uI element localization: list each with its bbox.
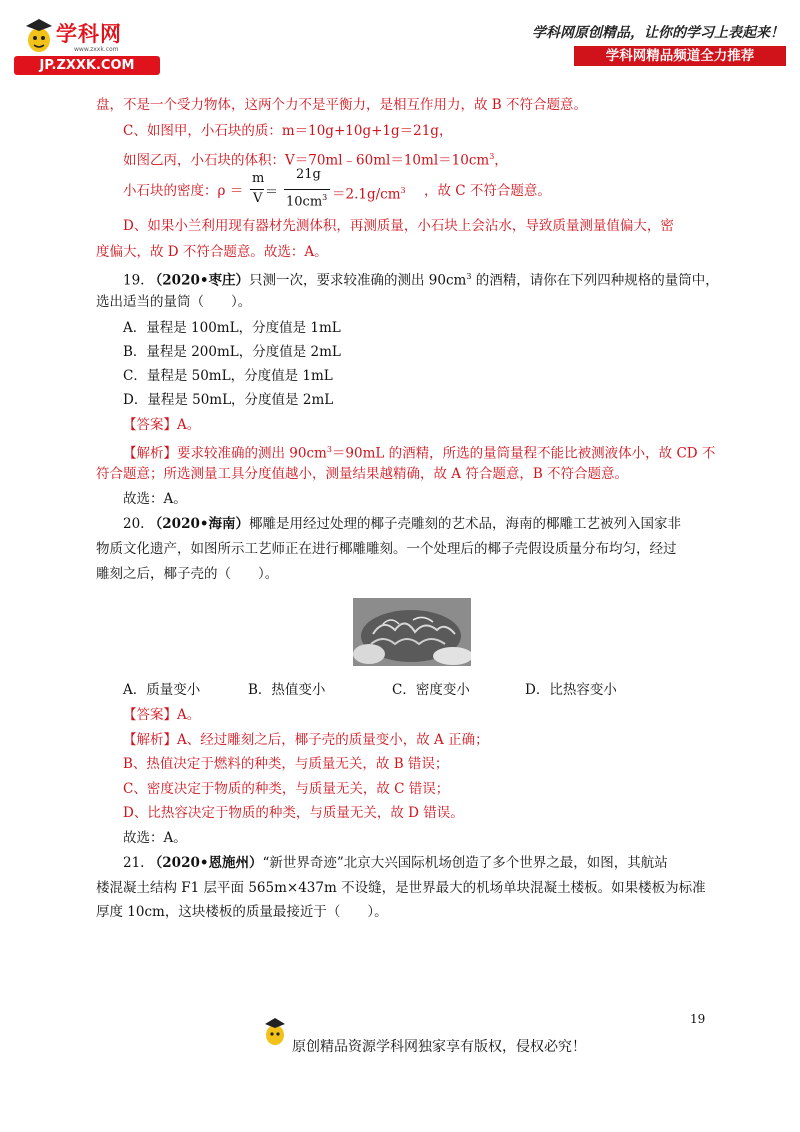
text-line: 选出适当的量筒（ ）。 [96,294,252,310]
text-line: ，故 C 不符合题意。 [424,183,551,199]
text-line: 如图乙丙，小石块的体积：$V=70ml﹣60ml=10ml=10cm^3$， [123,152,508,169]
answer: 【答案】A。 [123,707,201,723]
logo-url: JP.ZXXK.COM [14,56,160,75]
text-line: 盘，不是一个受力物体，这两个力不是平衡力，是相互作用力，故 B 不符合题意。 [96,97,588,113]
formula-result: $=2.1g/cm^3$ [332,186,406,203]
fraction-numerator: 21g [296,167,321,182]
fraction-bar [250,189,264,190]
answer: 【答案】A。 [123,417,201,433]
text-line: 楼混凝土结构 F1 层平面 565m×437m 不设缝，是世界最大的机场单块混凝土楼板。如果楼板为标准 [96,880,706,896]
question-19: 19. （2020•枣庄）只测一次，要求较准确的测出 $90cm^3$ 的酒精，请你在下列四种规格的量筒中， [123,272,719,289]
copyright-notice: 原创精品资源学科网独家享有版权，侵权必究！ [292,1039,586,1055]
option-a: A．量程是 100mL，分度值是 1mL [123,320,341,336]
analysis: C、密度决定于物质的种类，与质量无关，故 C 错误； [123,781,450,797]
analysis: 【解析】A、经过雕刻之后，椰子壳的质量变小，故 A 正确； [123,732,489,748]
fraction-bar [284,189,330,190]
fraction-denominator: $10cm^3$ [286,193,328,210]
option-c: C．量程是 50mL，分度值是 1mL [123,368,333,384]
logo-sub: www.zxxk.com [74,46,119,53]
equals-sign: ＝ [265,185,279,200]
logo-title: 学科网 [56,22,122,46]
header-channel: 学科网精品频道全力推荐 [574,46,786,66]
analysis: 【解析】要求较准确的测出 $90cm^3=90mL$ 的酒精，所选的量筒量程不能比被测液体小，故 CD 不 [123,445,716,462]
fraction-denominator: V [253,191,263,206]
text-line: C、如图甲，小石块的质：m＝10g+10g+1g＝21g， [123,123,453,139]
mascot-icon [262,1016,288,1046]
coconut-carving-photo [353,598,471,666]
text-line: 雕刻之后，椰子壳的（ ）。 [96,566,279,582]
option-c: C．密度变小 [392,682,470,698]
page-number: 19 [690,1012,706,1026]
mascot-icon [22,16,56,54]
analysis: B、热值决定于燃料的种类，与质量无关，故 B 错误； [123,756,449,772]
text-line: 物质文化遗产，如图所示工艺师正在进行椰雕雕刻。一个处理后的椰子壳假设质量分布均匀，经过 [96,541,677,557]
analysis: D、比热容决定于物质的种类，与质量无关，故 D 错误。 [123,805,464,821]
question-20: 20. （2020•海南）椰雕是用经过处理的椰子壳雕刻的艺术品，海南的椰雕工艺被列入国家非 [123,516,681,532]
question-21: 21. （2020•恩施州）“新世界奇迹”北京大兴国际机场创造了多个世界之最，如图，其航站 [123,855,668,871]
formula-label: 小石块的密度：ρ ＝ [123,183,244,199]
option-b: B．量程是 200mL，分度值是 2mL [123,344,341,360]
header-slogan: 学科网原创精品，让你的学习上表起来！ [532,25,784,41]
analysis: 符合题意；所选测量工具分度值越小，测量结果越精确，故 A 符合题意，B 不符合题意。 [96,466,629,482]
text-line: D、如果小兰利用现有器材先测体积，再测质量，小石块上会沾水，导致质量测量值偏大，密 [123,218,674,234]
text-line: 度偏大，故 D 不符合题意。故选：A。 [96,244,328,260]
selection: 故选：A。 [123,491,187,507]
fraction-numerator: m [252,171,265,186]
logo [14,14,162,74]
option-d: D．比热容变小 [525,682,617,698]
text-line: 厚度 10cm，这块楼板的质量最接近于（ ）。 [96,904,388,920]
option-d: D．量程是 50mL，分度值是 2mL [123,392,334,408]
option-a: A．质量变小 [123,682,201,698]
selection: 故选：A。 [123,830,187,846]
option-b: B．热值变小 [248,682,326,698]
